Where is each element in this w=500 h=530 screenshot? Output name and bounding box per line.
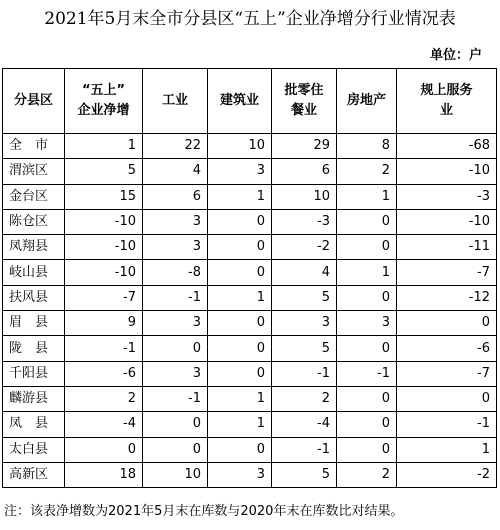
value-cell: 0 — [208, 437, 272, 462]
value-cell: 4 — [272, 260, 337, 285]
value-cell: 5 — [65, 159, 143, 184]
value-cell: 0 — [397, 311, 497, 336]
district-name-cell: 太白县 — [3, 437, 65, 462]
value-cell: 2 — [337, 159, 397, 184]
value-cell: 4 — [143, 159, 208, 184]
table-row — [3, 184, 497, 209]
district-name-cell: 全 市 — [3, 134, 65, 159]
value-cell: -11 — [397, 235, 497, 260]
value-cell: 0 — [337, 235, 397, 260]
district-name-cell: 眉 县 — [3, 311, 65, 336]
value-cell: 0 — [337, 412, 397, 437]
table-title: 2021年5月末全市分县区“五上”企业净增分行业情况表 — [44, 9, 456, 29]
header-cell: 工业 — [143, 69, 208, 134]
value-cell: 1 — [208, 184, 272, 209]
value-cell: -2 — [272, 235, 337, 260]
district-name-cell: 高新区 — [3, 462, 65, 487]
value-cell: 6 — [143, 184, 208, 209]
value-cell: -6 — [397, 336, 497, 361]
value-cell: 9 — [65, 311, 143, 336]
value-cell: -1 — [143, 386, 208, 411]
header-row — [3, 69, 497, 134]
value-cell: 3 — [208, 462, 272, 487]
value-cell: -1 — [337, 361, 397, 386]
header-cell: 房地产 — [337, 69, 397, 134]
value-cell: 3 — [143, 209, 208, 234]
header-cell: 规上服务 业 — [397, 69, 497, 134]
value-cell: 8 — [337, 134, 397, 159]
value-cell: -10 — [397, 209, 497, 234]
value-cell: 1 — [208, 412, 272, 437]
value-cell: 6 — [272, 159, 337, 184]
value-cell: -10 — [397, 159, 497, 184]
district-name-cell: 凤 县 — [3, 412, 65, 437]
table-row — [3, 361, 497, 386]
value-cell: 3 — [208, 159, 272, 184]
value-cell: 0 — [208, 361, 272, 386]
value-cell: 2 — [272, 386, 337, 411]
value-cell: 0 — [143, 336, 208, 361]
value-cell: -7 — [397, 260, 497, 285]
table-row — [3, 159, 497, 184]
value-cell: 15 — [65, 184, 143, 209]
value-cell: -10 — [65, 235, 143, 260]
table-row — [3, 260, 497, 285]
table-row — [3, 209, 497, 234]
value-cell: -2 — [397, 462, 497, 487]
value-cell: 0 — [337, 336, 397, 361]
table-row — [3, 336, 497, 361]
value-cell: -3 — [272, 209, 337, 234]
value-cell: 0 — [208, 336, 272, 361]
value-cell: 2 — [65, 386, 143, 411]
value-cell: 0 — [208, 235, 272, 260]
value-cell: 0 — [337, 437, 397, 462]
value-cell: -7 — [65, 285, 143, 310]
value-cell: 0 — [337, 209, 397, 234]
value-cell: 0 — [208, 260, 272, 285]
unit-label: 单位：户 — [429, 48, 482, 63]
district-name-cell: 凤翔县 — [3, 235, 65, 260]
value-cell: 10 — [143, 462, 208, 487]
value-cell: 0 — [143, 412, 208, 437]
value-cell: 1 — [208, 285, 272, 310]
district-name-cell: 陇 县 — [3, 336, 65, 361]
value-cell: 5 — [272, 336, 337, 361]
value-cell: -8 — [143, 260, 208, 285]
value-cell: 1 — [337, 184, 397, 209]
table-row — [3, 235, 497, 260]
header-cell: 批零住 餐业 — [272, 69, 337, 134]
value-cell: 0 — [65, 437, 143, 462]
table-row — [3, 412, 497, 437]
value-cell: -3 — [397, 184, 497, 209]
value-cell: 0 — [337, 285, 397, 310]
district-name-cell: 金台区 — [3, 184, 65, 209]
value-cell: -10 — [65, 260, 143, 285]
value-cell: 1 — [397, 437, 497, 462]
value-cell: -6 — [65, 361, 143, 386]
value-cell: -1 — [143, 285, 208, 310]
value-cell: 29 — [272, 134, 337, 159]
district-name-cell: 渭滨区 — [3, 159, 65, 184]
footnote: 注：该表净增数为2021年5月末在库数与2020年末在库数比对结果。 — [4, 504, 404, 519]
value-cell: 22 — [143, 134, 208, 159]
value-cell: 5 — [272, 462, 337, 487]
value-cell: -4 — [65, 412, 143, 437]
district-name-cell: 麟游县 — [3, 386, 65, 411]
value-cell: 1 — [208, 386, 272, 411]
value-cell: 3 — [272, 311, 337, 336]
value-cell: 0 — [143, 437, 208, 462]
value-cell: -1 — [65, 336, 143, 361]
table-row — [3, 311, 497, 336]
table-row — [3, 437, 497, 462]
value-cell: -1 — [272, 361, 337, 386]
value-cell: 0 — [397, 386, 497, 411]
value-cell: 3 — [337, 311, 397, 336]
header-cell: 分县区 — [3, 69, 65, 134]
value-cell: -12 — [397, 285, 497, 310]
data-table — [2, 68, 497, 488]
value-cell: 0 — [208, 209, 272, 234]
value-cell: 10 — [272, 184, 337, 209]
value-cell: 0 — [337, 386, 397, 411]
value-cell: 1 — [65, 134, 143, 159]
value-cell: 10 — [208, 134, 272, 159]
value-cell: 18 — [65, 462, 143, 487]
value-cell: -7 — [397, 361, 497, 386]
value-cell: -4 — [272, 412, 337, 437]
header-cell: 建筑业 — [208, 69, 272, 134]
value-cell: 1 — [337, 260, 397, 285]
value-cell: -10 — [65, 209, 143, 234]
value-cell: -1 — [272, 437, 337, 462]
district-name-cell: 陈仓区 — [3, 209, 65, 234]
table-row — [3, 386, 497, 411]
table-row — [3, 462, 497, 487]
value-cell: 3 — [143, 361, 208, 386]
value-cell: 5 — [272, 285, 337, 310]
value-cell: 2 — [337, 462, 397, 487]
value-cell: 0 — [208, 311, 272, 336]
district-name-cell: 千阳县 — [3, 361, 65, 386]
value-cell: 3 — [143, 235, 208, 260]
value-cell: -68 — [397, 134, 497, 159]
district-name-cell: 扶风县 — [3, 285, 65, 310]
table-row — [3, 285, 497, 310]
header-cell: “五上” 企业净增 — [65, 69, 143, 134]
value-cell: -1 — [397, 412, 497, 437]
district-name-cell: 岐山县 — [3, 260, 65, 285]
table-row — [3, 134, 497, 159]
value-cell: 3 — [143, 311, 208, 336]
